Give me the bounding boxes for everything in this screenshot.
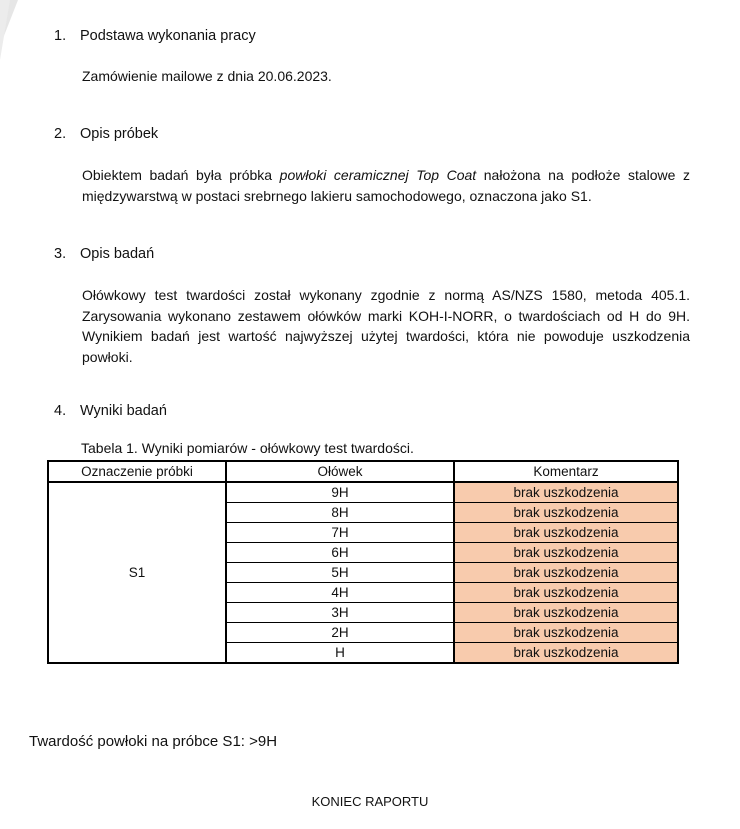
section-4-heading — [54, 403, 167, 419]
section-2-text-after: nałożona na podłoże stalowe z międzywarstwą w postaci srebrnego lakieru samochodowego, oznaczona jako S1. — [82, 167, 690, 204]
pencil-cell: 7H — [226, 523, 454, 543]
section-1-text: Zamówienie mailowe z dnia 20.06.2023. — [82, 68, 332, 84]
table-row — [48, 482, 678, 503]
section-2-text-before: Obiektem badań była próbka — [82, 167, 280, 183]
comment-cell: brak uszkodzenia — [454, 623, 678, 643]
comment-cell: brak uszkodzenia — [454, 583, 678, 603]
section-1-number: 1. — [54, 28, 67, 44]
header-comment: Komentarz — [454, 461, 678, 482]
section-2-heading — [54, 126, 158, 142]
comment-cell: brak uszkodzenia — [454, 543, 678, 563]
section-2-title: Opis próbek — [80, 126, 159, 142]
comment-cell: brak uszkodzenia — [454, 503, 678, 523]
pencil-cell: 2H — [226, 623, 454, 643]
pencil-cell: 8H — [226, 503, 454, 523]
section-2-text — [82, 165, 690, 206]
section-1-heading — [54, 28, 256, 44]
section-4-title: Wyniki badań — [80, 403, 167, 419]
section-3-number: 3. — [54, 246, 67, 262]
section-2-text-italic: powłoki ceramicznej Top Coat — [279, 167, 477, 183]
sample-id-cell: S1 — [48, 482, 226, 663]
pencil-cell: H — [226, 643, 454, 664]
pencil-cell: 6H — [226, 543, 454, 563]
hardness-summary: Twardość powłoki na próbce S1: >9H — [29, 733, 278, 750]
section-4-number: 4. — [54, 403, 67, 419]
pencil-cell: 3H — [226, 603, 454, 623]
section-3-heading — [54, 246, 154, 262]
section-3-title: Opis badań — [80, 246, 155, 262]
table-caption: Tabela 1. Wyniki pomiarów - ołówkowy test twardości. — [81, 440, 414, 456]
comment-cell: brak uszkodzenia — [454, 523, 678, 543]
comment-cell: brak uszkodzenia — [454, 482, 678, 503]
table-header-row — [48, 461, 678, 482]
results-table — [47, 460, 679, 664]
header-pencil: Ołówek — [226, 461, 454, 482]
pencil-cell: 5H — [226, 563, 454, 583]
end-of-report: KONIEC RAPORTU — [311, 794, 429, 809]
pencil-cell: 4H — [226, 583, 454, 603]
comment-cell: brak uszkodzenia — [454, 643, 678, 664]
section-3-text: Ołówkowy test twardości został wykonany zgodnie z normą AS/NZS 1580, metoda 405.1. Zarysowania wykonano zestawem ołówków marki KOH-I-NORR, o twardościach od H do 9H. Wynikiem badań jest wartość najwyższej użytej twardości, która nie powoduje uszkodzenia powłoki. — [82, 287, 690, 365]
header-sample: Oznaczenie próbki — [48, 461, 226, 482]
section-1-title: Podstawa wykonania pracy — [80, 28, 256, 44]
comment-cell: brak uszkodzenia — [454, 563, 678, 583]
section-2-number: 2. — [54, 126, 67, 142]
pencil-cell: 9H — [226, 482, 454, 503]
comment-cell: brak uszkodzenia — [454, 603, 678, 623]
page-edge-shade — [0, 0, 10, 60]
